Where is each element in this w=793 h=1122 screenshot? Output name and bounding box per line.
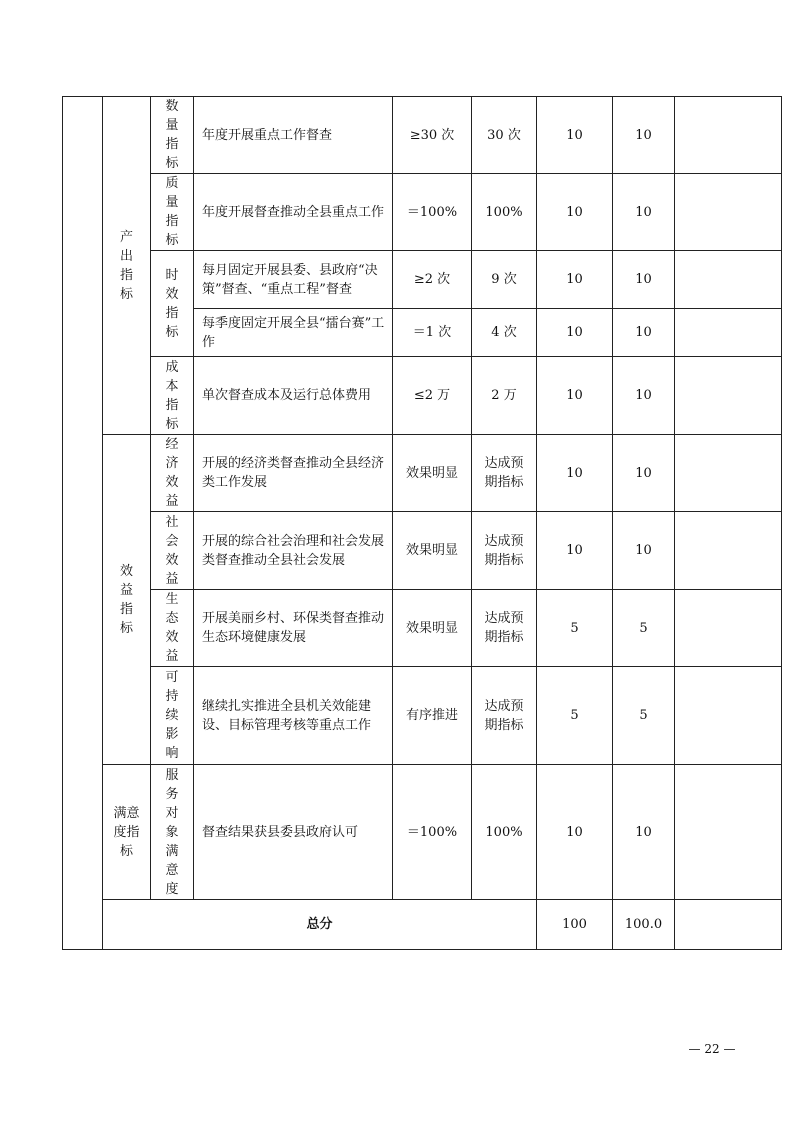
remark-cell — [675, 309, 782, 357]
remark-cell — [675, 667, 782, 765]
weight-value: 5 — [537, 667, 613, 765]
indicator-text: 督查结果获县委县政府认可 — [194, 765, 393, 900]
target-value: 有序推进 — [393, 667, 472, 765]
weight-value: 10 — [537, 357, 613, 435]
category-benefit: 效益指标 — [103, 435, 151, 765]
target-value: ≤2 万 — [393, 357, 472, 435]
table-row — [63, 251, 782, 309]
target-value: 效果明显 — [393, 590, 472, 667]
indicator-text: 每季度固定开展全县“擂台赛”工作 — [194, 309, 393, 357]
actual-value: 30 次 — [472, 97, 537, 174]
level1-cell — [63, 97, 103, 950]
indicator-text: 开展的综合社会治理和社会发展类督查推动全县社会发展 — [194, 512, 393, 590]
score-value: 10 — [613, 357, 675, 435]
weight-value: 10 — [537, 512, 613, 590]
weight-value: 10 — [537, 97, 613, 174]
sub-indicator: 可持续影响 — [151, 667, 194, 765]
category-satisfaction: 满意度指标 — [103, 765, 151, 900]
indicator-text: 开展美丽乡村、环保类督查推动生态环境健康发展 — [194, 590, 393, 667]
score-value: 5 — [613, 590, 675, 667]
score-value: 5 — [613, 667, 675, 765]
total-weight: 100 — [537, 900, 613, 950]
table-row — [63, 357, 782, 435]
actual-value: 2 万 — [472, 357, 537, 435]
indicator-text: 年度开展重点工作督查 — [194, 97, 393, 174]
table-row — [63, 765, 782, 900]
sub-indicator: 经济效益 — [151, 435, 194, 512]
score-value: 10 — [613, 174, 675, 251]
score-value: 10 — [613, 435, 675, 512]
target-value: ＝100% — [393, 765, 472, 900]
sub-indicator: 时效指标 — [151, 251, 194, 357]
remark-cell — [675, 512, 782, 590]
target-value: ≥2 次 — [393, 251, 472, 309]
actual-value: 达成预期指标 — [472, 512, 537, 590]
remark-cell — [675, 357, 782, 435]
sub-indicator: 成本指标 — [151, 357, 194, 435]
total-label: 总分 — [103, 900, 537, 950]
remark-cell — [675, 590, 782, 667]
remark-cell — [675, 765, 782, 900]
table-row — [63, 174, 782, 251]
score-value: 10 — [613, 765, 675, 900]
performance-table — [62, 96, 782, 950]
weight-value: 5 — [537, 590, 613, 667]
table-row — [63, 900, 782, 950]
target-value: 效果明显 — [393, 435, 472, 512]
remark-cell — [675, 174, 782, 251]
sub-indicator: 服务对象满意度 — [151, 765, 194, 900]
target-value: ＝1 次 — [393, 309, 472, 357]
table-row — [63, 512, 782, 590]
remark-cell — [675, 251, 782, 309]
target-value: ＝100% — [393, 174, 472, 251]
score-value: 10 — [613, 97, 675, 174]
weight-value: 10 — [537, 765, 613, 900]
table-row — [63, 435, 782, 512]
actual-value: 4 次 — [472, 309, 537, 357]
score-value: 10 — [613, 251, 675, 309]
table-row — [63, 667, 782, 765]
remark-cell — [675, 435, 782, 512]
category-output: 产出指标 — [103, 97, 151, 435]
weight-value: 10 — [537, 435, 613, 512]
sub-indicator: 质量指标 — [151, 174, 194, 251]
actual-value: 9 次 — [472, 251, 537, 309]
page-number: — 22 — — [688, 1042, 736, 1056]
actual-value: 达成预期指标 — [472, 590, 537, 667]
indicator-text: 每月固定开展县委、县政府“决策”督查、“重点工程”督查 — [194, 251, 393, 309]
actual-value: 达成预期指标 — [472, 667, 537, 765]
target-value: ≥30 次 — [393, 97, 472, 174]
indicator-text: 年度开展督查推动全县重点工作 — [194, 174, 393, 251]
weight-value: 10 — [537, 251, 613, 309]
score-value: 10 — [613, 512, 675, 590]
sub-indicator: 生态效益 — [151, 590, 194, 667]
table-row — [63, 97, 782, 174]
remark-cell — [675, 900, 782, 950]
remark-cell — [675, 97, 782, 174]
actual-value: 达成预期指标 — [472, 435, 537, 512]
weight-value: 10 — [537, 309, 613, 357]
indicator-text: 继续扎实推进全县机关效能建设、目标管理考核等重点工作 — [194, 667, 393, 765]
sub-indicator: 数量指标 — [151, 97, 194, 174]
weight-value: 10 — [537, 174, 613, 251]
score-value: 10 — [613, 309, 675, 357]
sub-indicator: 社会效益 — [151, 512, 194, 590]
indicator-text: 开展的经济类督查推动全县经济类工作发展 — [194, 435, 393, 512]
total-score: 100.0 — [613, 900, 675, 950]
actual-value: 100% — [472, 174, 537, 251]
actual-value: 100% — [472, 765, 537, 900]
indicator-text: 单次督查成本及运行总体费用 — [194, 357, 393, 435]
target-value: 效果明显 — [393, 512, 472, 590]
table-row — [63, 590, 782, 667]
